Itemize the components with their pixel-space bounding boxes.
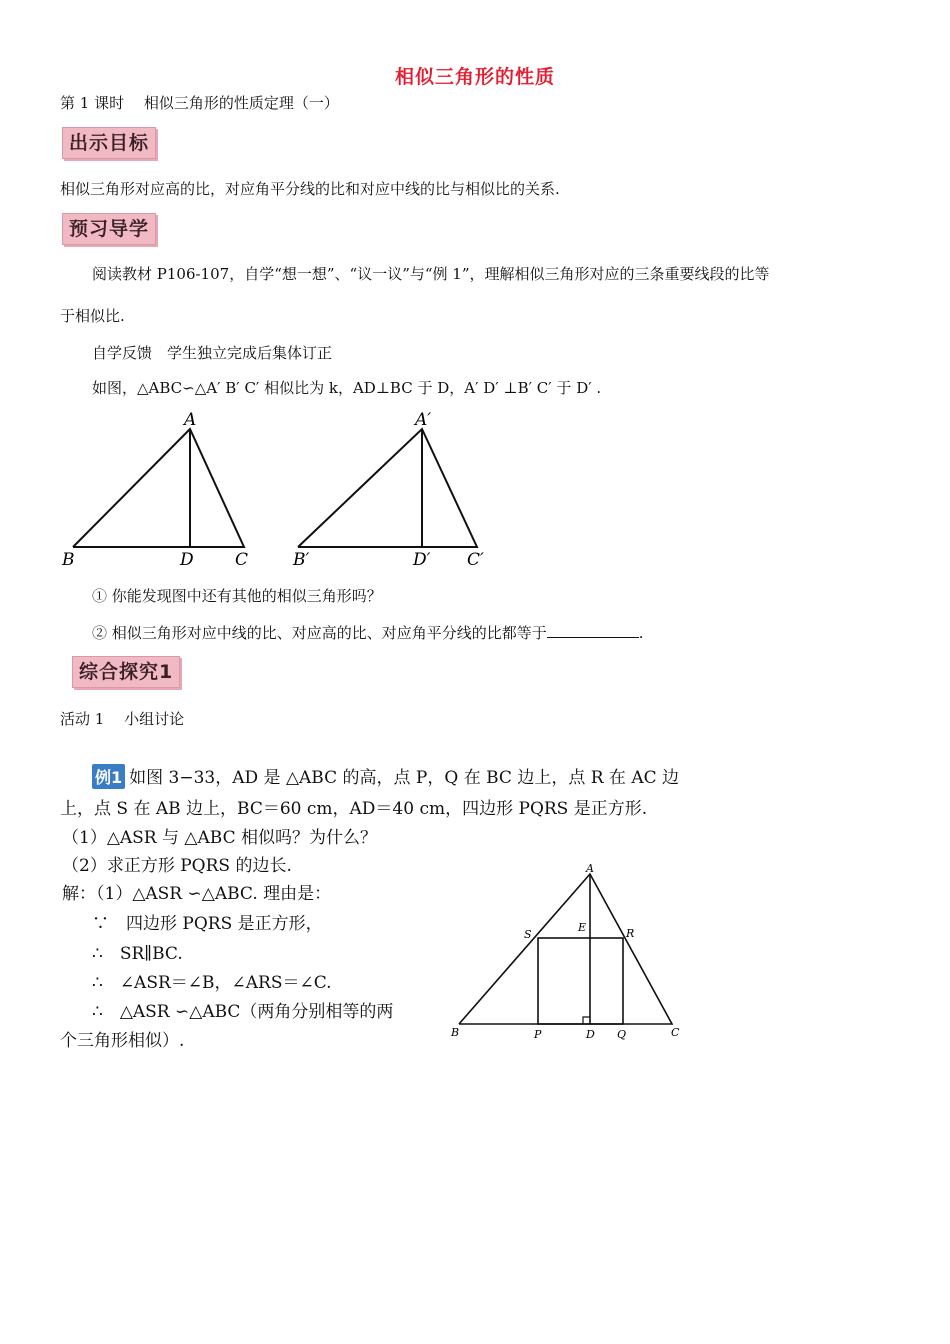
example-line-2: 上，点 S 在 AB 边上，BC＝60 cm，AD＝40 cm，四边形 PQRS 是正方形. bbox=[60, 799, 648, 819]
section-badge-preview: 预习导学 bbox=[62, 213, 156, 245]
label-q: Q bbox=[617, 1028, 627, 1041]
example-line-9: ∴ △ASR ∽△ABC（两角分别相等的两 bbox=[92, 1002, 394, 1022]
square-in-triangle-figure bbox=[445, 858, 695, 1053]
label-a: A bbox=[184, 410, 197, 430]
question-2 bbox=[92, 622, 644, 643]
label-d-prime: D′ bbox=[413, 550, 431, 570]
example-line-10: 个三角形相似）. bbox=[60, 1031, 185, 1051]
label-c-large: C bbox=[671, 1026, 680, 1039]
triangle-abc-figure bbox=[55, 405, 270, 575]
feedback-label: 自学反馈 学生独立完成后集体订正 bbox=[92, 344, 333, 362]
triangle-a-prime-figure bbox=[290, 405, 500, 575]
goal-text: 相似三角形对应高的比，对应角平分线的比和对应中线的比与相似比的关系. bbox=[60, 180, 560, 198]
label-e: E bbox=[578, 921, 587, 934]
question-2-text: ② 相似三角形对应中线的比、对应高的比、对应角平分线的比都等于 bbox=[92, 624, 547, 642]
label-c: C bbox=[235, 550, 249, 570]
label-b-prime: B′ bbox=[293, 550, 310, 570]
example-line-7: ∴ SR∥BC. bbox=[92, 944, 183, 964]
example-line-6: ∵ 四边形 PQRS 是正方形， bbox=[92, 914, 323, 934]
preview-line-1: 阅读教材 P106-107，自学“想一想”、“议一议”与“例 1”，理解相似三角形对应的三条重要线段的比等 bbox=[92, 265, 770, 283]
triangle-a-prime-b-prime-c-prime bbox=[298, 429, 477, 547]
triangle-abc bbox=[73, 429, 244, 547]
example-line-4: （2）求正方形 PQRS 的边长. bbox=[62, 856, 292, 876]
label-p: P bbox=[534, 1028, 542, 1041]
label-d-large: D bbox=[586, 1028, 595, 1041]
triangle-abc-large bbox=[459, 874, 672, 1024]
lesson-subtitle: 第 1 课时 相似三角形的性质定理（一） bbox=[60, 94, 339, 112]
preview-line-2: 于相似比. bbox=[60, 307, 125, 325]
example-line-5: 解：（1）△ASR ∽△ABC. 理由是： bbox=[62, 884, 332, 904]
label-a-large: A bbox=[586, 862, 594, 875]
example-line-3: （1）△ASR 与 △ABC 相似吗？为什么？ bbox=[62, 828, 377, 848]
label-d: D bbox=[180, 550, 194, 570]
example-line-8: ∴ ∠ASR＝∠B，∠ARS＝∠C. bbox=[92, 973, 332, 993]
label-b-large: B bbox=[451, 1026, 460, 1039]
page-title: 相似三角形的性质 bbox=[394, 66, 555, 88]
right-angle-mark bbox=[583, 1017, 590, 1024]
example-tag: 例1 bbox=[92, 764, 125, 789]
example-line-1: 例1 如图 3−33，AD 是 △ABC 的高，点 P，Q 在 BC 边上，点 R 在 AC 边 bbox=[92, 763, 679, 789]
square-pqrs bbox=[538, 938, 623, 1024]
question-1: ① 你能发现图中还有其他的相似三角形吗？ bbox=[92, 587, 382, 605]
section-badge-goal: 出示目标 bbox=[62, 127, 156, 159]
figure-intro: 如图，△ABC∽△A′ B′ C′ 相似比为 k，AD⊥BC 于 D，A′ D′ ⊥B′ C′ 于 D′ . bbox=[92, 379, 602, 397]
answer-blank[interactable] bbox=[547, 623, 639, 638]
question-2-end: . bbox=[638, 624, 644, 642]
label-r: R bbox=[626, 927, 635, 940]
label-s: S bbox=[524, 928, 532, 941]
label-c-prime: C′ bbox=[467, 550, 484, 570]
label-b: B bbox=[62, 550, 75, 570]
section-badge-explore: 综合探究1 bbox=[72, 656, 180, 688]
activity-label: 活动 1 小组讨论 bbox=[60, 710, 185, 728]
label-a-prime: A′ bbox=[415, 410, 432, 430]
